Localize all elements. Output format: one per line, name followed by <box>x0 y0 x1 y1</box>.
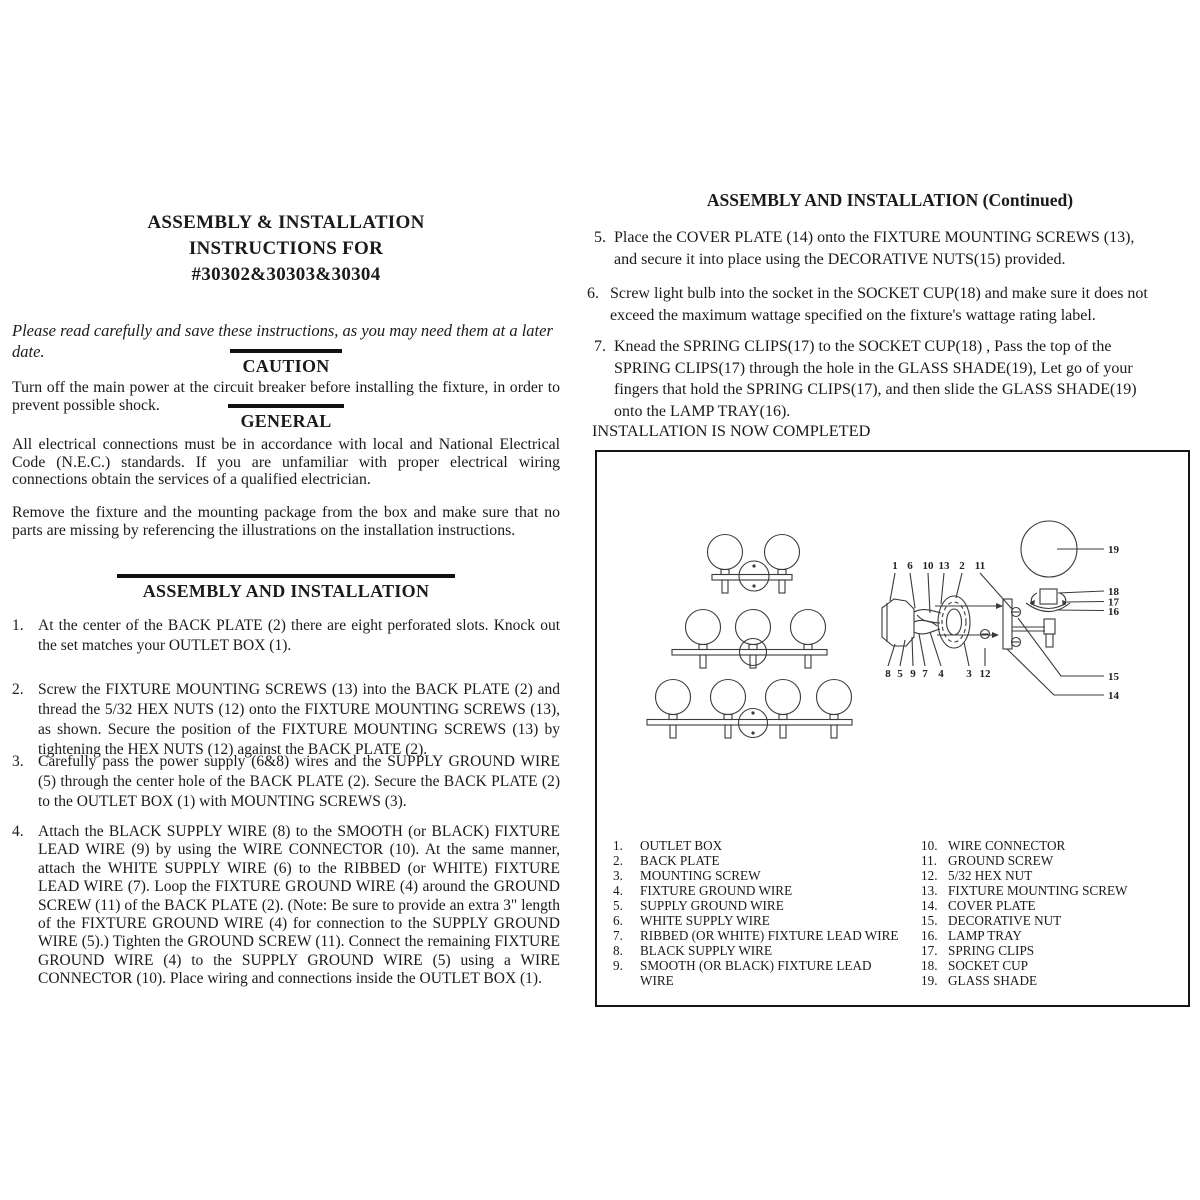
part-name: COVER PLATE <box>948 898 1036 913</box>
callout-leader-lines <box>888 549 1104 695</box>
part-name: SMOOTH (OR BLACK) FIXTURE LEAD WIRE <box>640 958 872 988</box>
part-name: SUPPLY GROUND WIRE <box>640 898 784 913</box>
part-row-12 <box>921 868 1181 883</box>
part-row-14 <box>921 898 1181 913</box>
part-row-6 <box>613 913 905 928</box>
parts-list-column-1 <box>613 838 905 988</box>
caution-heading <box>12 349 560 377</box>
callout-18: 18 <box>1108 586 1119 598</box>
parts-list-column-2 <box>921 838 1181 988</box>
diagram-box <box>595 450 1190 1007</box>
part-row-19 <box>921 973 1181 988</box>
part-name: GLASS SHADE <box>948 973 1038 988</box>
callout-14: 14 <box>1108 690 1119 702</box>
part-row-8 <box>613 943 905 958</box>
callout-17: 17 <box>1108 596 1119 609</box>
fixture-2-light <box>708 535 800 594</box>
title-line-3: #30302&30303&30304 <box>191 264 381 285</box>
part-row-4 <box>613 883 905 898</box>
outlet-box-drawing <box>882 599 914 646</box>
general-heading-label: GENERAL <box>228 404 343 432</box>
part-name: SOCKET CUP <box>948 958 1029 973</box>
assembly-heading-label: ASSEMBLY AND INSTALLATION <box>117 574 456 602</box>
part-row-7 <box>613 928 905 943</box>
general-text: All electrical connections must be in accordance with local and National Electrical Code (N.E.C.) standards. If you are unfamiliar with proper electrical wiring connections obtain the services of a qualified electrician. <box>12 436 560 488</box>
part-number: 15. <box>921 913 938 928</box>
part-row-2 <box>613 853 905 868</box>
step-4-text: Attach the BLACK SUPPLY WIRE (8) to the SMOOTH (or BLACK) FIXTURE LEAD WIRE (9) by using the WIRE CONNECTOR (10). At the same manner, attach the WHITE SUPPLY WIRE (6) to the RIBBED (or WHITE) FIXTURE LEAD WIRE (7). Loop the FIXTURE GROUND WIRE (4) around the GROUND SCREW (11) of the BACK PLATE (2). (Note: Be sure to provide an extra 3" length of the FIXTURE GROUND WIRE (4) for connection to the SUPPLY GROUND WIRE (5).) Tighten the GROUND SCREW (11). Connect the remaining FIXTURE GROUND WIRE (4) to the SUPPLY GROUND WIRE (5) using a WIRE CONNECTOR (10). Place wiring and connections inside the OUTLET BOX (1). <box>38 823 560 988</box>
step-4-number: 4. <box>12 823 24 840</box>
socket-cup-drawing <box>1040 589 1057 604</box>
intro-note: Please read carefully and save these instructions, as you may need them at a later date. <box>12 321 553 361</box>
step-7-text: Knead the SPRING CLIPS(17) to the SOCKET CUP(18) , Pass the top of the SPRING CLIPS(17) through the hole in the GLASS SHADE(19), Let go of your fingers that hold the SPRING CLIPS(17), and then slide the GLASS SHADE(19) onto the LAMP TRAY(16). <box>614 338 1137 420</box>
part-name: GROUND SCREW <box>948 853 1054 868</box>
step-4 <box>12 823 560 989</box>
fixture-arm-drawing <box>1012 619 1055 647</box>
callout-13: 13 <box>938 560 950 572</box>
part-number: 14. <box>921 898 938 913</box>
callout-9: 9 <box>910 668 916 680</box>
fixture-diagram <box>597 452 1184 834</box>
step-5-number: 5. <box>594 229 606 246</box>
part-number: 8. <box>613 943 623 958</box>
assembly-heading <box>12 574 560 602</box>
callout-19: 19 <box>1108 544 1119 556</box>
part-number: 19. <box>921 973 938 988</box>
step-6-text: Screw light bulb into the socket in the SOCKET CUP(18) and make sure it does not exceed the maximum wattage specified on the fixture's wattage rating label. <box>610 285 1148 324</box>
supply-wires-drawing <box>914 610 941 634</box>
step-7 <box>592 336 1154 422</box>
title-line-2: INSTRUCTIONS FOR <box>188 238 384 259</box>
part-row-10 <box>921 838 1181 853</box>
callout-10: 10 <box>922 560 934 572</box>
step-3-text: Carefully pass the power supply (6&8) wires and the SUPPLY GROUND WIRE (5) through the center hole of the BACK PLATE (2). Secure the BACK PLATE (2) to the OUTLET BOX (1) with MOUNTING SCREWS (3). <box>38 753 560 810</box>
step-5-text: Place the COVER PLATE (14) onto the FIXTURE MOUNTING SCREWS (13), and secure it into place using the DECORATIVE NUTS(15) provided. <box>614 229 1135 268</box>
part-number: 18. <box>921 958 938 973</box>
part-name: BLACK SUPPLY WIRE <box>640 943 773 958</box>
part-row-3 <box>613 868 905 883</box>
unpack-note <box>12 504 560 540</box>
part-name: SPRING CLIPS <box>948 943 1035 958</box>
step-3 <box>12 752 560 812</box>
part-name: BACK PLATE <box>640 853 720 868</box>
fixture-3-light <box>672 610 827 669</box>
step-6-number: 6. <box>587 285 599 302</box>
general-heading <box>12 404 560 432</box>
back-plate-drawing <box>938 596 970 648</box>
part-row-5 <box>613 898 905 913</box>
part-name: FIXTURE MOUNTING SCREW <box>948 883 1128 898</box>
continued-heading: ASSEMBLY AND INSTALLATION (Continued) <box>706 190 1074 210</box>
step-7-number: 7. <box>594 338 606 355</box>
callout-15: 15 <box>1108 671 1119 683</box>
part-name: 5/32 HEX NUT <box>948 868 1033 883</box>
step-2-number: 2. <box>12 681 24 698</box>
part-number: 17. <box>921 943 938 958</box>
part-name: MOUNTING SCREW <box>640 868 761 883</box>
step-3-number: 3. <box>12 753 24 770</box>
part-row-13 <box>921 883 1181 898</box>
title-line-1: ASSEMBLY & INSTALLATION <box>147 212 425 233</box>
part-name: WHITE SUPPLY WIRE <box>640 913 770 928</box>
part-row-18 <box>921 958 1181 973</box>
callout-6: 6 <box>907 560 913 572</box>
part-name: RIBBED (OR WHITE) FIXTURE LEAD WIRE <box>640 928 899 943</box>
part-row-16 <box>921 928 1181 943</box>
callout-3: 3 <box>966 668 972 680</box>
part-number: 11. <box>921 853 937 868</box>
callout-1: 1 <box>892 560 898 572</box>
part-row-1 <box>613 838 905 853</box>
step-2-text: Screw the FIXTURE MOUNTING SCREWS (13) into the BACK PLATE (2) and thread the 5/32 HEX NUTS (12) onto the FIXTURE MOUNTING SCREWS (13), as shown. Secure the position of the FIXTURE MOUNTING SCREWS (13) by tightening the HEX NUTS (12) against the BACK PLATE (2). <box>38 681 560 758</box>
part-number: 10. <box>921 838 938 853</box>
part-number: 12. <box>921 868 938 883</box>
callout-11: 11 <box>974 560 986 572</box>
part-name: LAMP TRAY <box>948 928 1022 943</box>
step-1-text: At the center of the BACK PLATE (2) there are eight perforated slots. Knock out the set matches your OUTLET BOX (1). <box>38 617 560 654</box>
part-number: 9. <box>613 958 623 973</box>
callout-16: 16 <box>1108 606 1119 618</box>
general-body <box>12 436 560 489</box>
step-5 <box>592 227 1154 270</box>
part-row-11 <box>921 853 1181 868</box>
part-name: FIXTURE GROUND WIRE <box>640 883 793 898</box>
part-number: 5. <box>613 898 623 913</box>
part-name: DECORATIVE NUT <box>948 913 1062 928</box>
callout-12: 12 <box>979 668 991 680</box>
callout-numbers <box>885 544 1119 702</box>
part-row-9 <box>613 958 905 988</box>
step-1-number: 1. <box>12 617 24 634</box>
callout-7: 7 <box>922 668 928 680</box>
part-number: 1. <box>613 838 623 853</box>
callout-4: 4 <box>938 668 944 680</box>
part-number: 6. <box>613 913 623 928</box>
part-name: OUTLET BOX <box>640 838 723 853</box>
unpack-text: Remove the fixture and the mounting package from the box and make sure that no parts are missing by referencing the illustrations on the installation instructions. <box>12 504 560 539</box>
caution-text: Turn off the main power at the circuit breaker before installing the fixture, in order to prevent possible shock. <box>12 379 560 414</box>
part-number: 2. <box>613 853 623 868</box>
part-number: 3. <box>613 868 623 883</box>
completed-line: INSTALLATION IS NOW COMPLETED <box>592 421 871 440</box>
document-title <box>12 210 560 288</box>
part-name: WIRE CONNECTOR <box>948 838 1066 853</box>
callout-5: 5 <box>897 668 903 680</box>
callout-8: 8 <box>885 668 891 680</box>
part-row-17 <box>921 943 1181 958</box>
fixture-4-light <box>647 680 852 739</box>
part-number: 7. <box>613 928 623 943</box>
part-number: 16. <box>921 928 938 943</box>
part-number: 13. <box>921 883 938 898</box>
part-number: 4. <box>613 883 623 898</box>
step-1 <box>12 616 560 656</box>
callout-2: 2 <box>959 560 965 572</box>
part-row-15 <box>921 913 1181 928</box>
caution-heading-label: CAUTION <box>230 349 341 377</box>
cover-plate-drawing <box>1003 599 1012 649</box>
step-2 <box>12 680 560 760</box>
step-6 <box>587 283 1154 326</box>
